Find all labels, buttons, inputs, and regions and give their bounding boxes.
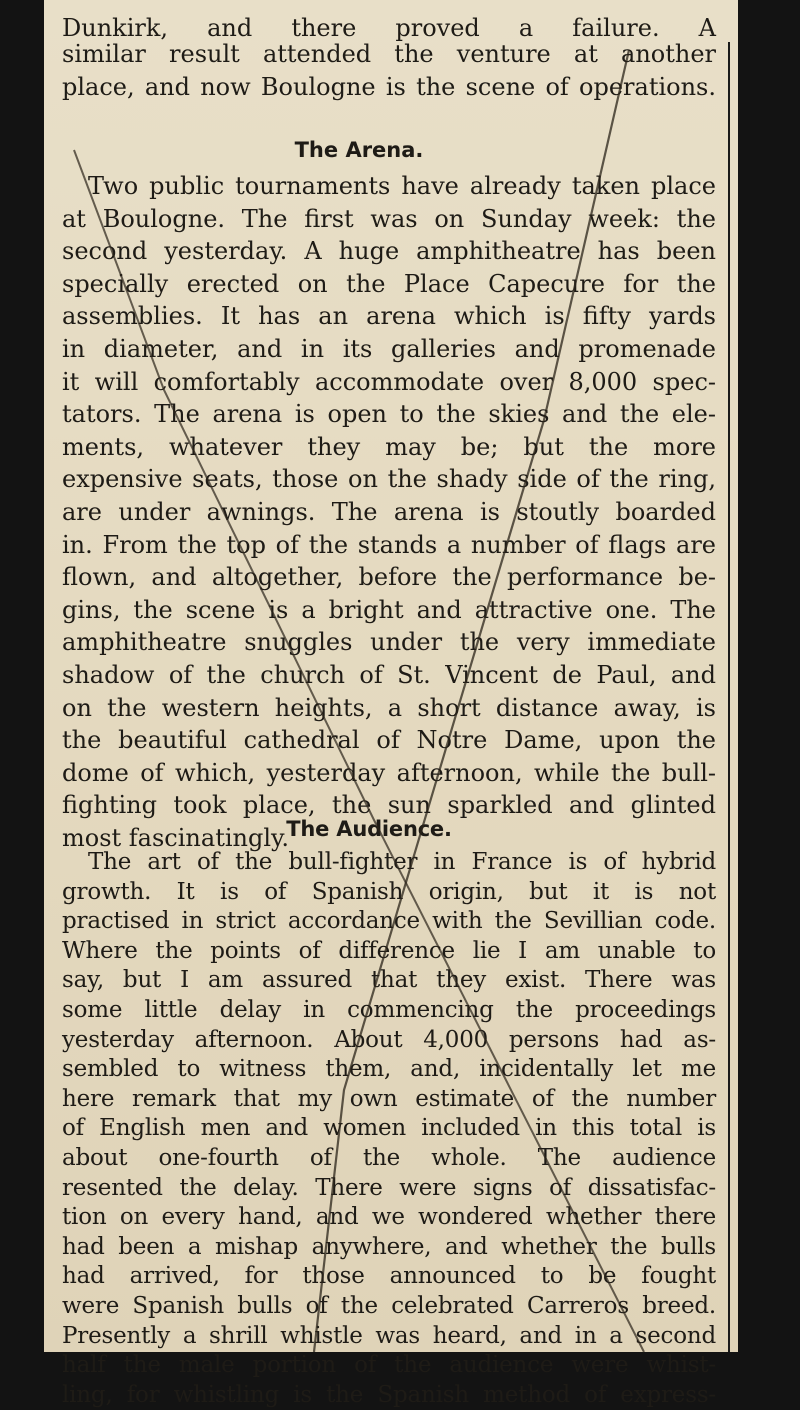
text-line: at Boulogne. The first was on Sunday week: the [62,204,716,233]
text-line: yesterday afternoon. About 4,000 persons had as- [62,1026,716,1053]
intro-paragraph [62,14,716,103]
text-line: assemblies. It has an arena which is fifty yards [62,302,716,331]
text-line: some little delay in commencing the proceedings [62,996,716,1023]
section-heading-arena: The Arena. [294,138,424,162]
text-line: similar result attended the venture at another [62,40,716,68]
text-line: half the male portion of the audience were whist- [62,1352,716,1379]
text-line: Two public tournaments have already taken place [88,172,716,200]
text-line: Presently a shrill whistle was heard, and in a second [62,1322,716,1349]
text-line: on the western heights, a short distance away, is [62,693,716,722]
text-line: The art of the bull-fighter in France is of hybrid [88,849,716,875]
section-audience [62,810,716,1410]
text-line: are under awnings. The arena is stoutly boarded [62,497,716,526]
text-line: the beautiful cathedral of Notre Dame, upon the [62,726,716,755]
text-line: specially erected on the Place Capecure for the [62,269,716,298]
text-line: say, but I am assured that they exist. There was [62,967,716,994]
clipping-edge-line [728,42,730,1352]
text-line: in. From the top of the stands a number of flags are [62,530,716,559]
text-line: about one-fourth of the whole. The audience [62,1144,716,1171]
text-line: practised in strict accordance with the Sevillian code. [62,908,716,935]
text-line: flown, and altogether, before the performance be- [62,563,716,592]
text-line: growth. It is of Spanish origin, but it is not [62,878,716,905]
text-line: expensive seats, those on the shady side of the ring, [62,465,716,494]
text-line: tators. The arena is open to the skies and the ele- [62,400,716,429]
text-line: gins, the scene is a bright and attractive one. The [62,595,716,624]
text-line: ments, whatever they may be; but the more [62,432,716,461]
text-line: of English men and women included in this total is [62,1115,716,1142]
text-line: Dunkirk, and there proved a failure. A [62,14,716,42]
text-line: second yesterday. A huge amphitheatre has been [62,237,716,266]
newspaper-clipping [44,0,738,1408]
text-line: fighting took place, the sun sparkled and glinted [62,791,716,820]
section-arena [62,130,716,854]
text-line: sembled to witness them, and, incidentally let me [62,1056,716,1083]
text-line: here remark that my own estimate of the number [62,1085,716,1112]
text-line: amphitheatre snuggles under the very immediate [62,628,716,657]
text-line: tion on every hand, and we wondered whether there [62,1204,716,1231]
text-line: place, and now Boulogne is the scene of operations. [62,72,716,101]
text-line: had arrived, for those announced to be fought [62,1263,716,1290]
text-line: shadow of the church of St. Vincent de Paul, and [62,660,716,689]
text-line: were Spanish bulls of the celebrated Carreros breed. [62,1292,716,1319]
text-line: Where the points of difference lie I am unable to [62,937,716,964]
text-line: resented the delay. There were signs of dissatisfac- [62,1174,716,1201]
text-line: ling, for whistling is the Spanish method of express- [62,1381,716,1408]
text-line: dome of which, yesterday afternoon, while the bull- [62,758,716,787]
section-heading-audience: The Audience. [286,817,452,841]
text-line: most fascinatingly. [62,823,290,852]
text-line: in diameter, and in its galleries and promenade [62,334,716,363]
text-line: had been a mishap anywhere, and whether the bulls [62,1233,716,1260]
text-line: it will comfortably accommodate over 8,000 spec- [62,367,716,396]
